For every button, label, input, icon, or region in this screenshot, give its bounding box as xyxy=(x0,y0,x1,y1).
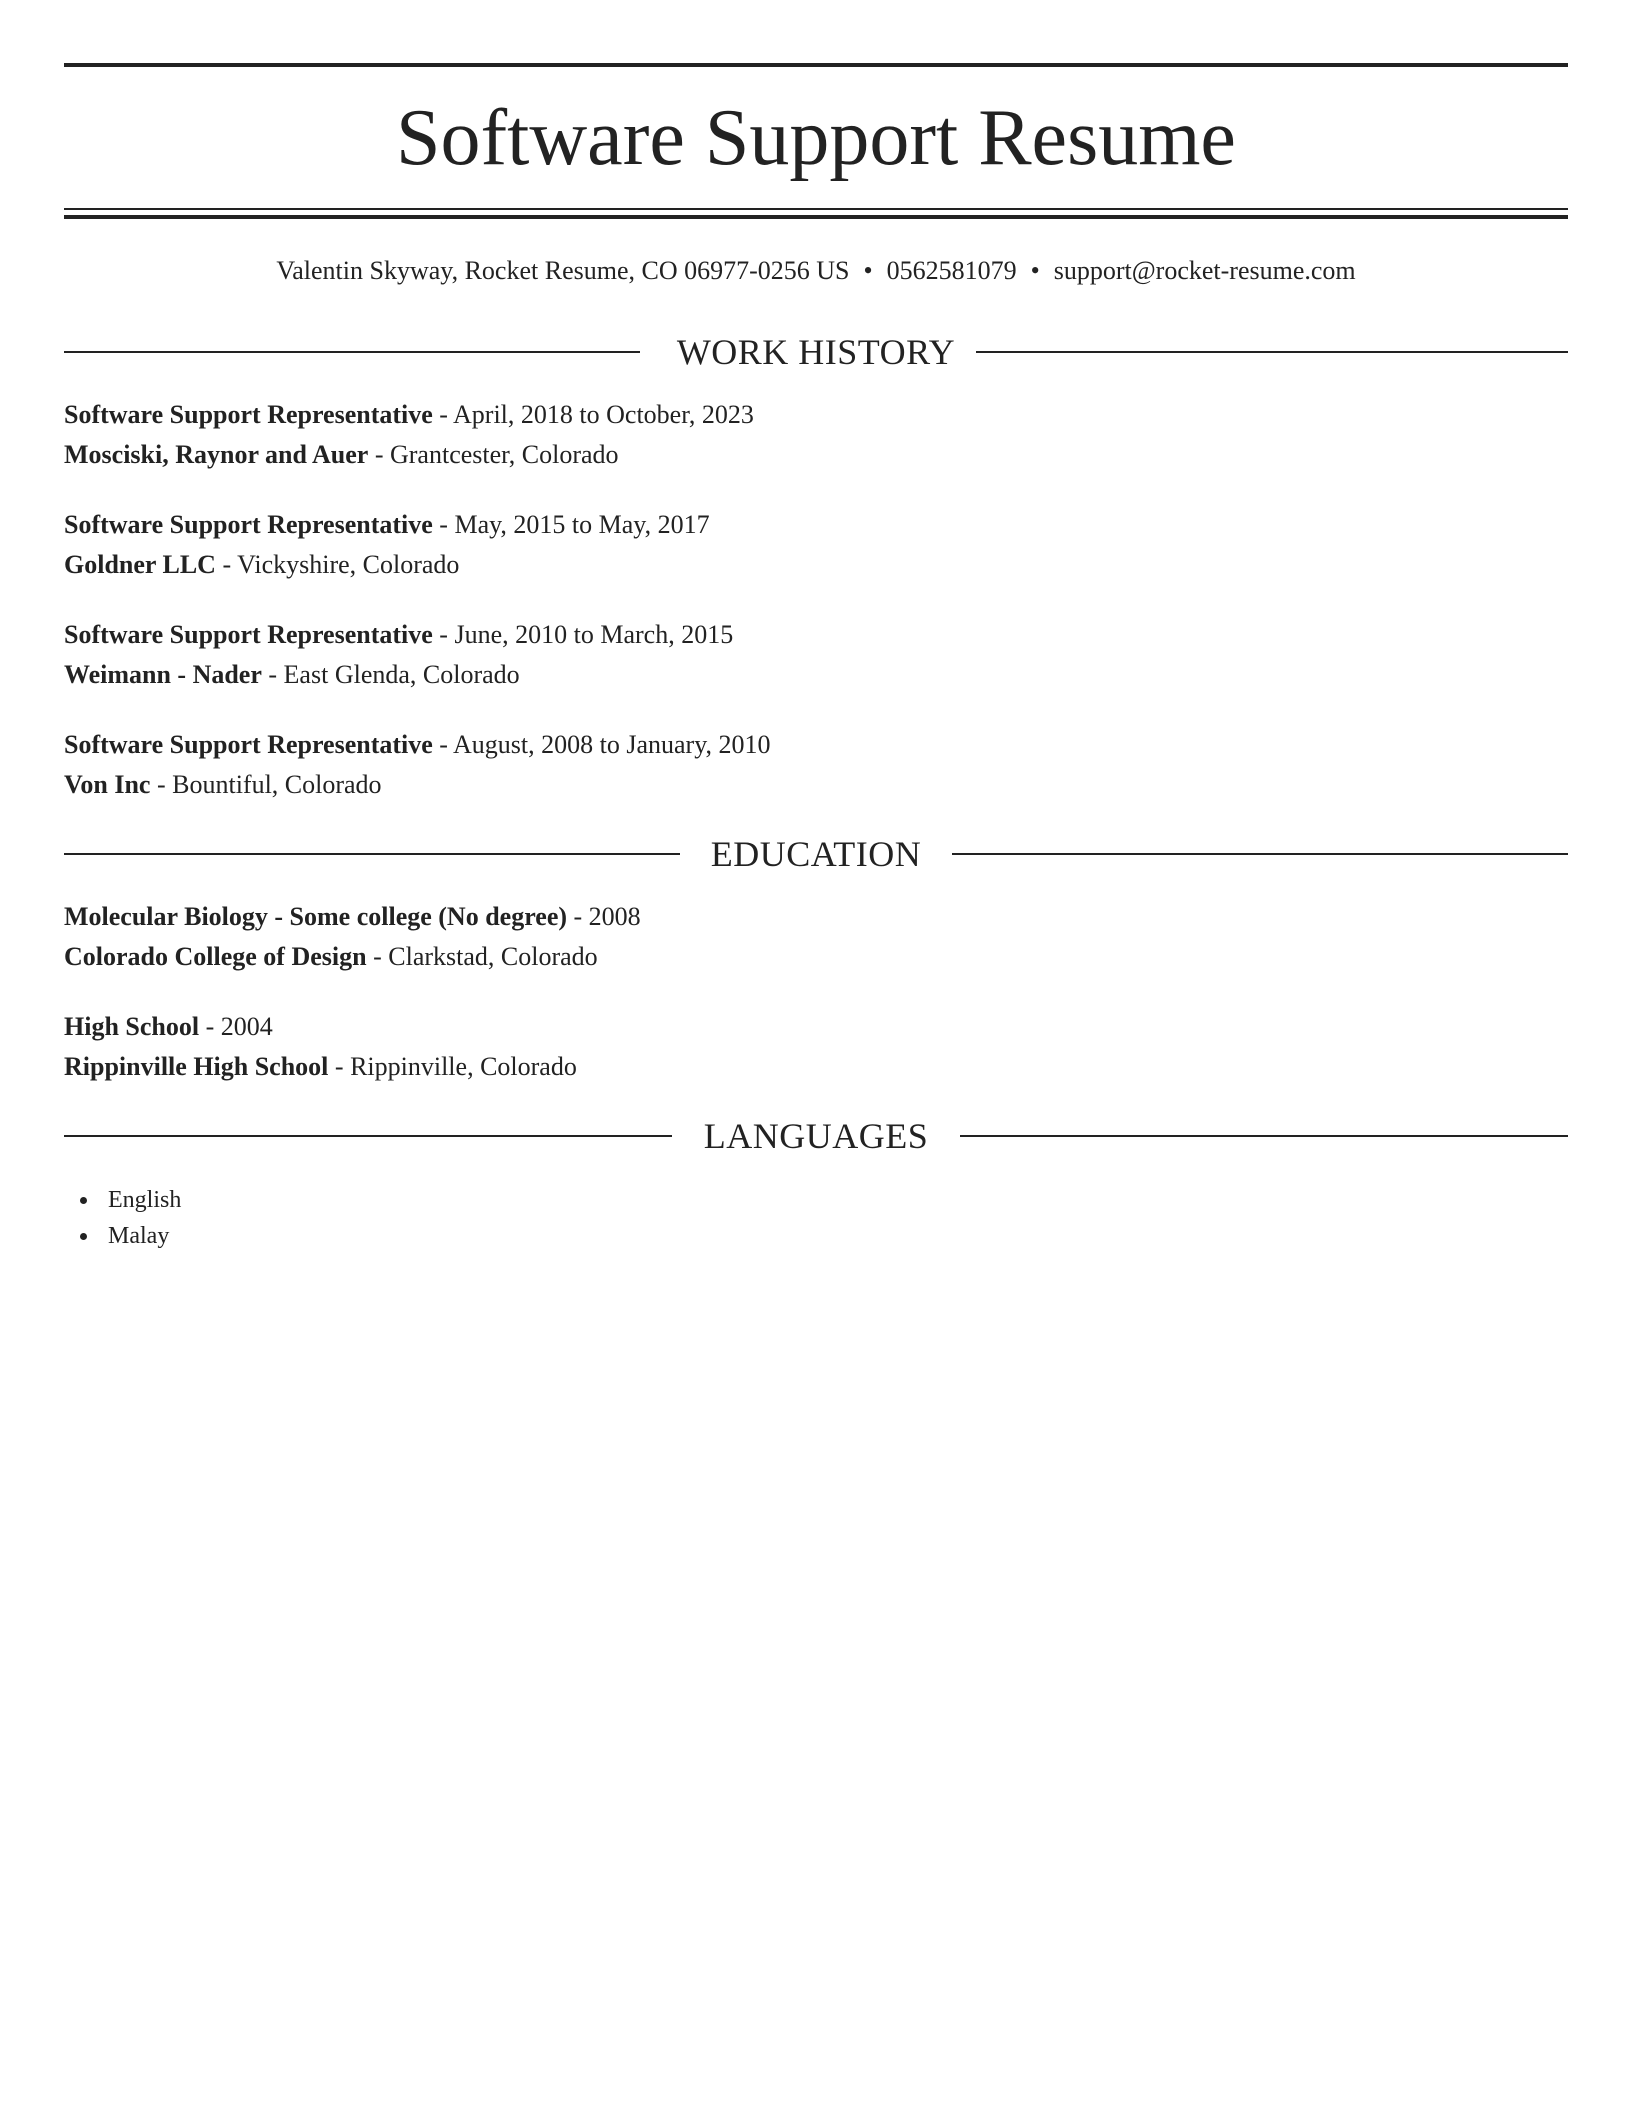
section-heading-languages xyxy=(64,1114,1568,1158)
contact-address: Valentin Skyway, Rocket Resume, CO 06977-0256 US xyxy=(276,256,850,285)
education-year: - 2004 xyxy=(199,1012,273,1041)
section-heading-label: WORK HISTORY xyxy=(676,332,956,372)
education-degree-line xyxy=(64,1007,1568,1047)
contact-line xyxy=(64,255,1568,287)
job-dates: - June, 2010 to March, 2015 xyxy=(432,620,734,649)
section-heading-label: EDUCATION xyxy=(710,834,922,874)
section-heading-label: LANGUAGES xyxy=(703,1116,929,1156)
contact-phone: 0562581079 xyxy=(886,256,1017,285)
job-title: Software Support Representative xyxy=(64,730,433,759)
education-location: - Rippinville, Colorado xyxy=(328,1052,577,1081)
job-company: Mosciski, Raynor and Auer xyxy=(64,440,369,469)
top-rule xyxy=(64,63,1568,67)
job-company-line xyxy=(64,435,1568,475)
education-degree: Molecular Biology - Some college (No degree) xyxy=(64,902,568,931)
page-title: Software Support Resume xyxy=(396,94,1236,182)
education-school-line xyxy=(64,1047,1568,1087)
contact-separator: • xyxy=(863,256,873,285)
list-item xyxy=(64,1182,181,1218)
job-company-line xyxy=(64,655,1568,695)
job-company: Weimann - Nader xyxy=(64,660,262,689)
job-company: Goldner LLC xyxy=(64,550,216,579)
job-company-line xyxy=(64,545,1568,585)
job-title: Software Support Representative xyxy=(64,620,433,649)
education-degree: High School xyxy=(64,1012,200,1041)
section-heading-work-history xyxy=(64,330,1568,374)
job-title-line xyxy=(64,725,1568,765)
language-name: English xyxy=(108,1187,182,1213)
job-company-line xyxy=(64,765,1568,805)
job-title-line xyxy=(64,395,1568,435)
job-company: Von Inc xyxy=(64,770,151,799)
job-location: - Vickyshire, Colorado xyxy=(215,550,460,579)
job-title-line xyxy=(64,615,1568,655)
education-school: Rippinville High School xyxy=(64,1052,329,1081)
list-item xyxy=(64,1218,181,1254)
job-location: - East Glenda, Colorado xyxy=(261,660,520,689)
title-rule-thick xyxy=(64,215,1568,219)
title-rule-thin xyxy=(64,208,1568,210)
job-location: - Grantcester, Colorado xyxy=(368,440,619,469)
education-school-line xyxy=(64,937,1568,977)
job-title: Software Support Representative xyxy=(64,400,433,429)
job-title-line xyxy=(64,505,1568,545)
contact-separator: • xyxy=(1030,256,1040,285)
job-title: Software Support Representative xyxy=(64,510,433,539)
job-dates: - May, 2015 to May, 2017 xyxy=(432,510,710,539)
contact-email: support@rocket-resume.com xyxy=(1053,256,1356,285)
education-location: - Clarkstad, Colorado xyxy=(366,942,598,971)
job-dates: - August, 2008 to January, 2010 xyxy=(432,730,771,759)
languages-list xyxy=(64,1182,181,1254)
job-dates: - April, 2018 to October, 2023 xyxy=(432,400,754,429)
education-school: Colorado College of Design xyxy=(64,942,367,971)
education-degree-line xyxy=(64,897,1568,937)
education-year: - 2008 xyxy=(567,902,641,931)
section-heading-education xyxy=(64,832,1568,876)
bullet-icon xyxy=(80,1197,87,1204)
language-name: Malay xyxy=(108,1223,170,1249)
job-location: - Bountiful, Colorado xyxy=(150,770,382,799)
bullet-icon xyxy=(80,1233,87,1240)
